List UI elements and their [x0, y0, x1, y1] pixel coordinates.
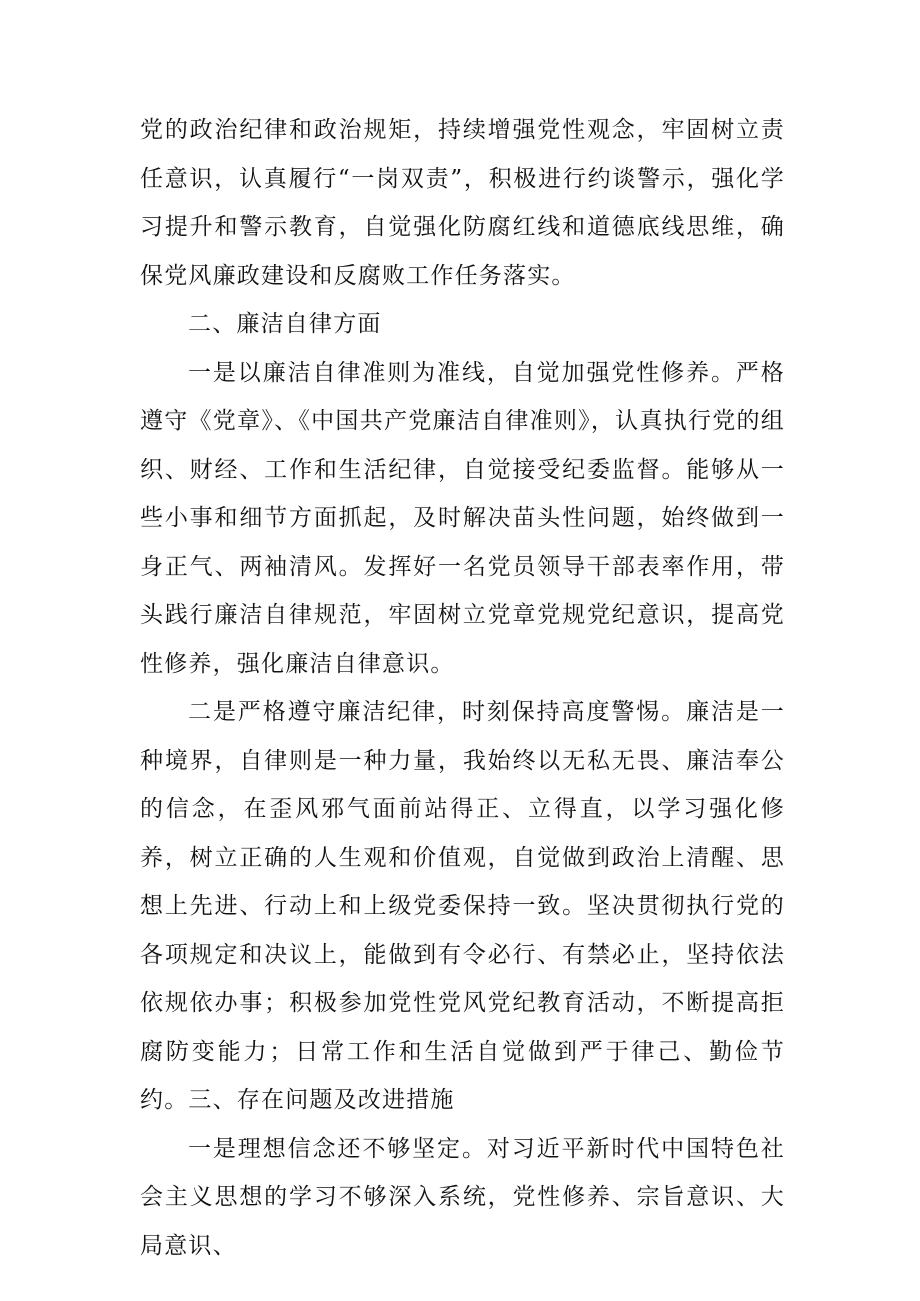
document-body	[140, 106, 785, 1270]
paragraph-continued: 党的政治纪律和政治规矩，持续增强党性观念，牢固树立责任意识，认真履行“一岗双责”，积极进行约谈警示，强化学习提升和警示教育，自觉强化防腐红线和道德底线思维，确保党风廉政建设和反腐败工作任务落实。	[140, 117, 785, 289]
paragraph-point-two: 二是严格遵守廉洁纪律，时刻保持高度警惕。廉洁是一种境界，自律则是一种力量，我始终以无私无畏、廉洁奉公的信念，在歪风邪气面前站得正、立得直，以学习强化修养，树立正确的人生观和价值观，自觉做到政治上清醒、思想上先进、行动上和上级党委保持一致。坚决贯彻执行党的各项规定和决议上，能做到有令必行、有禁必止，坚持依法依规依办事；积极参加党性党风党纪教育活动，不断提高拒腐防变能力；日常工作和生活自觉做到严于律己、勤俭节约。三、存在问题及改进措施	[140, 699, 785, 1113]
section-heading: 二、廉洁自律方面	[188, 311, 382, 337]
paragraph-problem-one: 一是理想信念还不够坚定。对习近平新时代中国特色社会主义思想的学习不够深入系统，党性修养、宗旨意识、大局意识、	[140, 1135, 785, 1259]
paragraph-point-one: 一是以廉洁自律准则为准线，自觉加强党性修养。严格遵守《党章》、《中国共产党廉洁自律准则》，认真执行党的组织、财经、工作和生活纪律，自觉接受纪委监督。能够从一些小事和细节方面抓起，及时解决苗头性问题，始终做到一身正气、两袖清风。发挥好一名党员领导干部表率作用，带头践行廉洁自律规范，牢固树立党章党规党纪意识，提高党性修养，强化廉洁自律意识。	[140, 359, 785, 677]
